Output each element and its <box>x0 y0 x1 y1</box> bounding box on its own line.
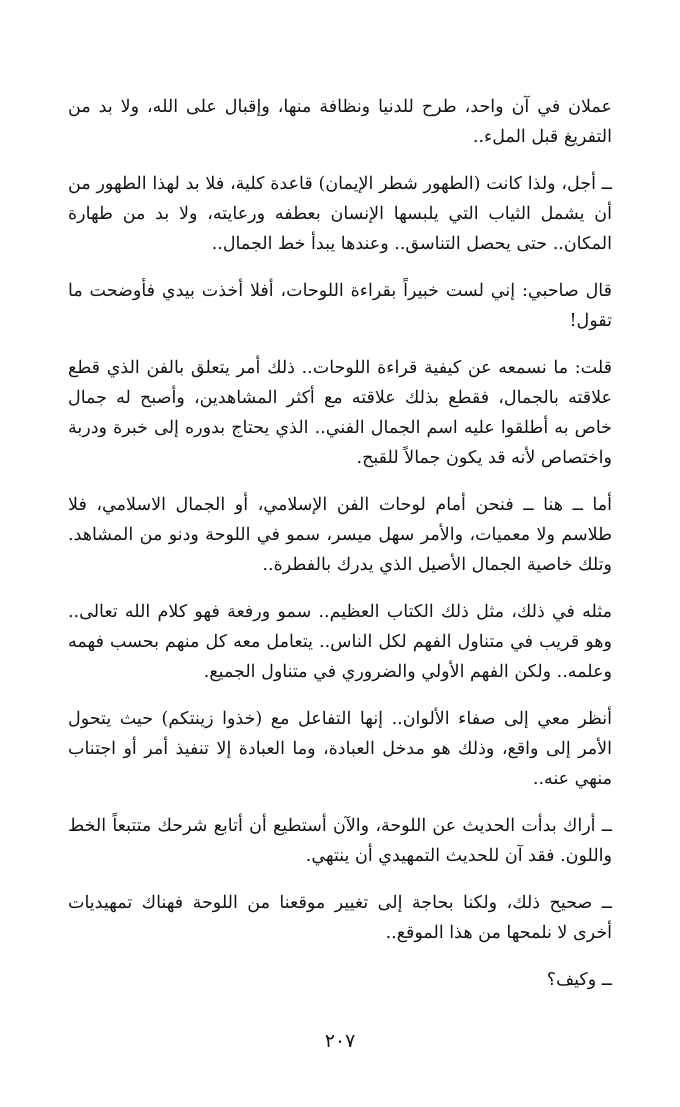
paragraph-9: ــ صحيح ذلك، ولكنا بحاجة إلى تغيير موقعنا من اللوحة فهناك تمهيديات أخرى لا نلمحها من هذا الموقع.. <box>68 893 612 943</box>
paragraph-10: ــ وكيف؟ <box>546 970 612 990</box>
paragraph-6: مثله في ذلك، مثل ذلك الكتاب العظيم.. سمو ورفعة فهو كلام الله تعالى.. وهو قريب في متناول الفهم لكل الناس.. يتعامل معه كل منهم بحسب فهمه وعلمه.. ولكن الفهم الأولي والضروري في متناول الجميع. <box>68 602 612 682</box>
page-body-text <box>68 92 612 1012</box>
paragraph-5: أما ــ هنا ــ فنحن أمام لوحات الفن الإسلامي، أو الجمال الاسلامي، فلا طلاسم ولا معميات، والأمر سهل ميسر، سمو في اللوحة ودنو من المشاهد. وتلك خاصية الجمال الأصيل الذي يدرك بالفطرة.. <box>68 495 612 575</box>
paragraph-8: ــ أراك بدأت الحديث عن اللوحة، والآن أستطيع أن أتابع شرحك متتبعاً الخط واللون. فقد آن للحديث التمهيدي أن ينتهي. <box>68 816 612 866</box>
paragraph-3: قال صاحبي: إني لست خبيراً بقراءة اللوحات، أفلا أخذت بيدي فأوضحت ما تقول! <box>68 281 612 331</box>
paragraph-2: ــ أجل، ولذا كانت (الطهور شطر الإيمان) قاعدة كلية، فلا بد لهذا الطهور من أن يشمل الثياب التي يلبسها الإنسان بعطفه ورعايته، ولا بد من طهارة المكان.. حتى يحصل التناسق.. وعندها يبدأ خط الجمال.. <box>68 174 612 254</box>
paragraph-7: أنظر معي إلى صفاء الألوان.. إنها التفاعل مع (خذوا زينتكم) حيث يتحول الأمر إلى واقع، وذلك هو مدخل العبادة، وما العبادة إلا تنفيذ أمر أو اجتناب منهي عنه.. <box>68 709 612 789</box>
paragraph-4: قلت: ما نسمعه عن كيفية قراءة اللوحات.. ذلك أمر يتعلق بالفن الذي قطع علاقته بالجمال، فقطع بذلك علاقته مع أكثر المشاهدين، وأصبح له جمال خاص به أطلقوا عليه اسم الجمال الفني.. الذي يحتاج بدوره إلى خبرة ودربة واختصاص لأنه قد يكون جمالاً للقبح. <box>68 358 612 468</box>
paragraph-1: عملان في آن واحد، طرح للدنيا ونظافة منها، وإقبال على الله، ولا بد من التفريغ قبل الملء.. <box>68 97 612 147</box>
page-number: ٢٠٧ <box>324 1030 356 1052</box>
